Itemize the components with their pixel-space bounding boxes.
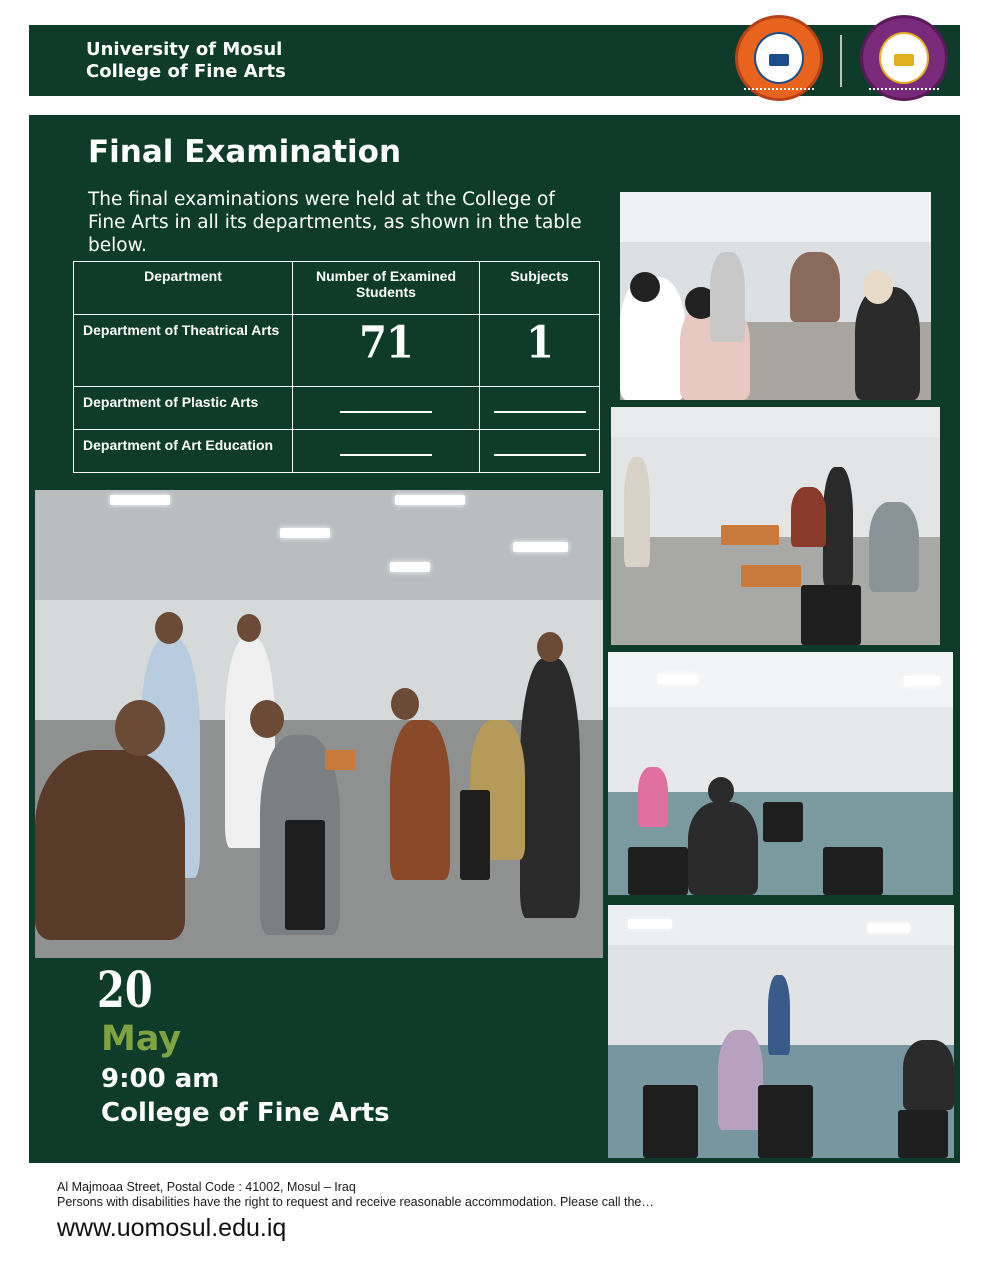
table-row: [74, 315, 600, 387]
footer-notice: Persons with disabilities have the right to request and receive reasonable accommodation. Please call the…: [57, 1195, 654, 1209]
event-month: May: [101, 1019, 182, 1059]
event-day: 20: [97, 960, 153, 1019]
college-logo: [860, 15, 948, 101]
subjects-count: 1: [526, 316, 553, 369]
exam-hall-photo-4: [608, 905, 954, 1158]
empty-value-dash: [494, 454, 586, 456]
students-count: 71: [359, 316, 413, 369]
intro-text: The final examinations were held at the College of Fine Arts in all its departments, as shown in the table below.: [88, 189, 582, 256]
logo-divider: [840, 35, 842, 87]
college-name: College of Fine Arts: [86, 61, 286, 82]
empty-value-dash: [340, 411, 432, 413]
exam-hall-photo-2: [611, 407, 940, 645]
event-place: College of Fine Arts: [101, 1098, 390, 1128]
row-department: Department of Art Education: [74, 430, 293, 473]
header-department: Department: [74, 262, 293, 315]
footer-address: Al Majmoaa Street, Postal Code : 41002, Mosul – Iraq: [57, 1180, 356, 1194]
exam-hall-photo-3: [608, 652, 953, 895]
empty-value-dash: [340, 454, 432, 456]
table-row: [74, 430, 600, 473]
exam-hall-photo-1: [620, 192, 931, 400]
footer-address-block: [57, 1180, 654, 1210]
exam-hall-photo-main: [35, 490, 603, 958]
table-header-row: [74, 262, 600, 315]
exam-table: [73, 261, 600, 473]
row-department: Department of Plastic Arts: [74, 387, 293, 430]
university-logo: [735, 15, 823, 101]
empty-value-dash: [494, 411, 586, 413]
university-name: University of Mosul: [86, 39, 283, 60]
header-students: Number of Examined Students: [293, 262, 480, 315]
row-department: Department of Theatrical Arts: [74, 315, 293, 387]
website-link[interactable]: www.uomosul.edu.iq: [57, 1214, 287, 1242]
page-title: Final Examination: [88, 134, 402, 170]
event-time: 9:00 am: [101, 1064, 220, 1094]
header-subjects: Subjects: [480, 262, 600, 315]
table-row: [74, 387, 600, 430]
